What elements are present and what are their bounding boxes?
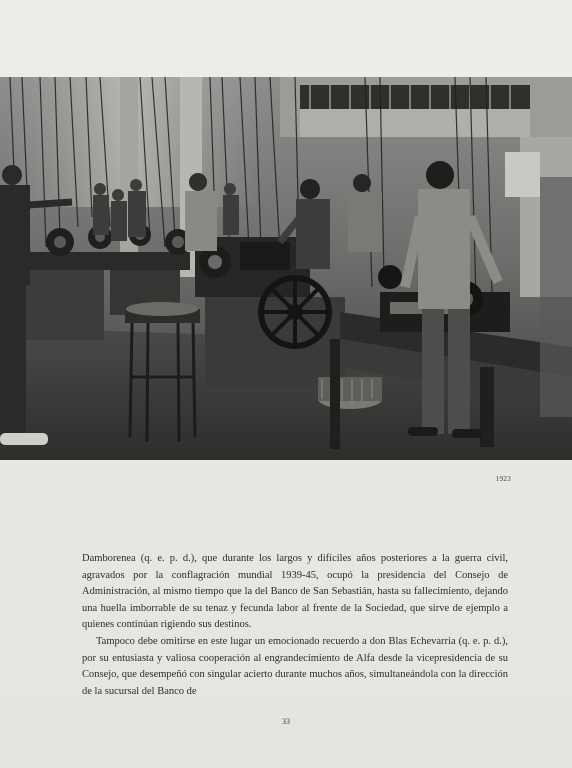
workshop-photo-illustration <box>0 77 572 460</box>
photo-year-caption: 1923 <box>495 475 511 483</box>
paragraph-2: Tampoco debe omitirse en este lugar un emocionado recuerdo a don Blas Echevarria (q. e. p. d.), por su entusiasta y valiosa cooperación al engrandecimiento de Alfa desde la vicepresidencia de su Consejo, que desempeñó con singular acierto durante muchos años, simultaneándola con la dirección de la sucursal del Banco de <box>82 635 508 697</box>
page-number: 33 <box>282 717 290 726</box>
paragraph-1: Damborenea (q. e. p. d.), que durante los largos y difíciles años posteriores a la guerra civil, agravados por la conflagración mundial 1939-45, ocupó la presidencia del Consejo de Administración, al mismo tiempo que la del Banco de San Sebastián, hasta su fallecimiento, dejando una huella imborrable de su tenaz y fecunda labor al frente de la Sociedad, que sirve de ejemplo a quienes continúan rigiendo sus destinos. <box>82 553 508 631</box>
body-text <box>82 551 508 700</box>
workshop-photograph <box>0 77 572 460</box>
